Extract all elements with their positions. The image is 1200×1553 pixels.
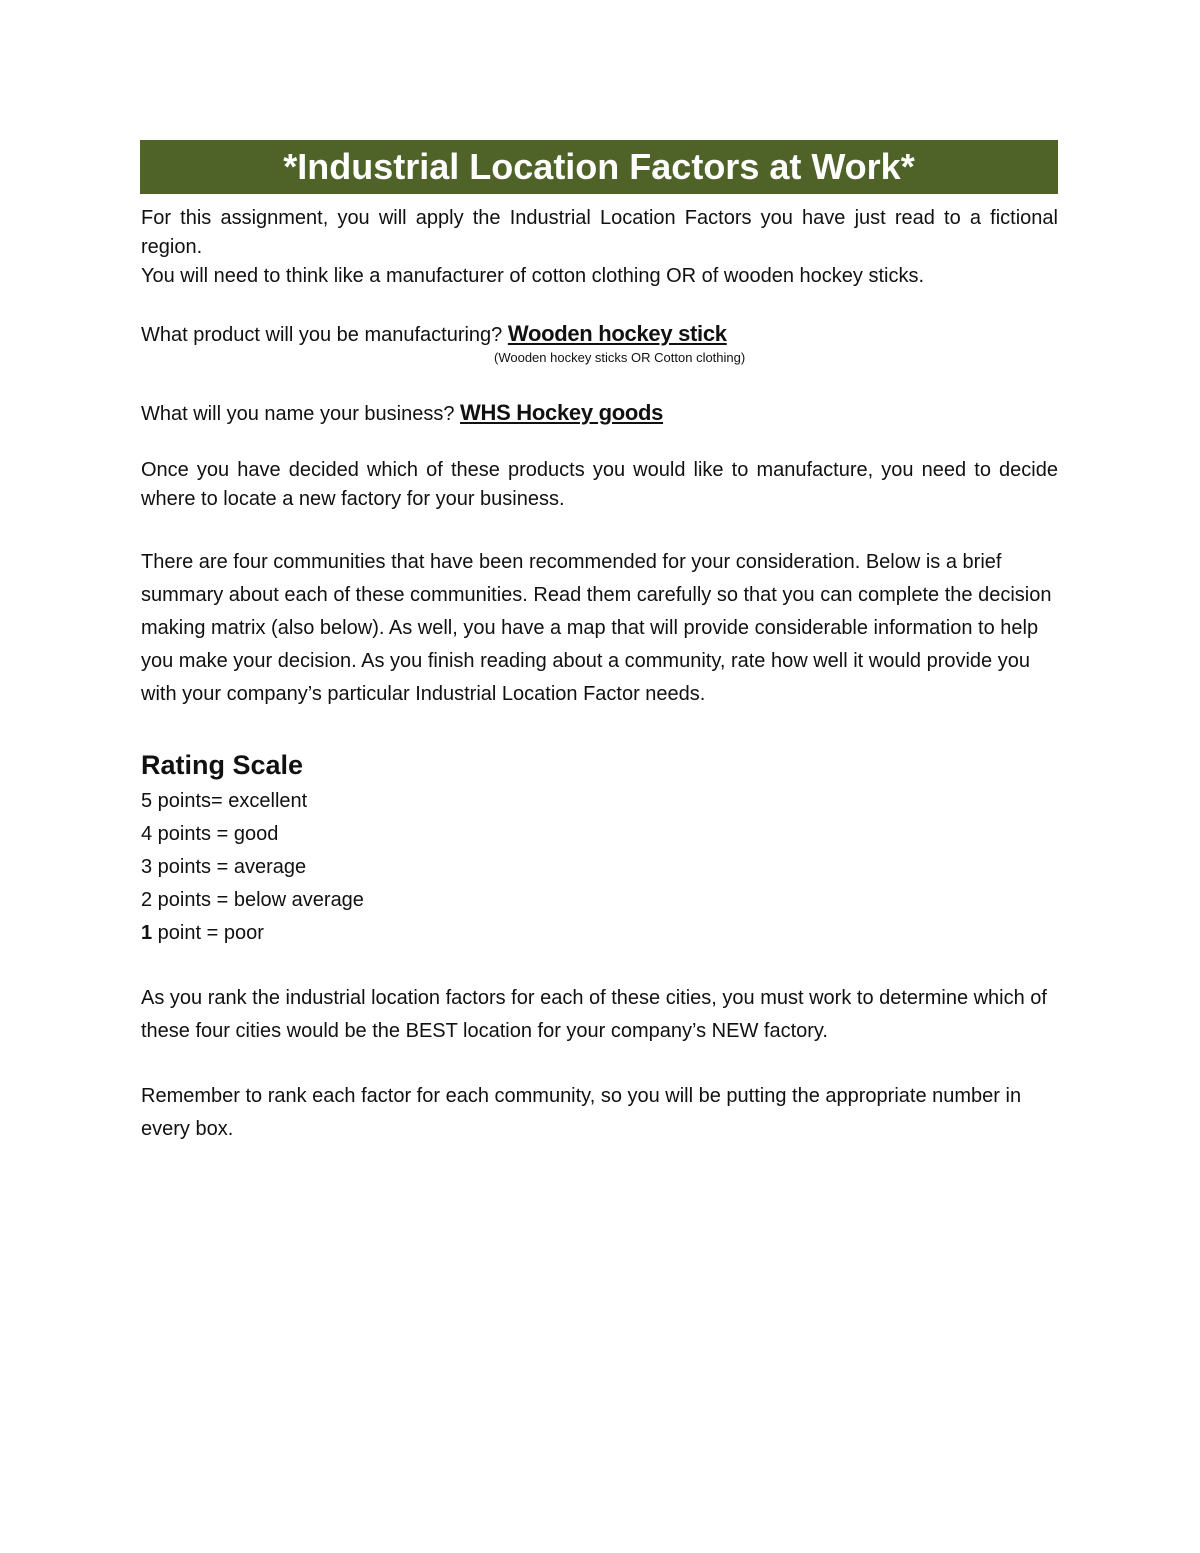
decide-paragraph: Once you have decided which of these products you would like to manufacture, you need to decide where to locate a new factory for your business.: [141, 459, 1058, 510]
name-question-label: What will you name your business?: [141, 403, 455, 425]
rating-scale-item: 2 points = below average: [141, 889, 364, 911]
rating-scale-item: 4 points = good: [141, 823, 279, 845]
intro-paragraph: For this assignment, you will apply the Industrial Location Factors you have just read to a fictional region.: [141, 207, 1058, 258]
rating-scale-item: 1 point = poor: [141, 922, 264, 944]
rating-scale-heading: Rating Scale: [141, 750, 304, 780]
communities-paragraph: There are four communities that have been recommended for your consideration. Below is a brief summary about each of these communities. Read them carefully so that you can complete the decision making matrix (also below). As well, you have a map that will provide considerable information to help you make your decision. As you finish reading about a community, rate how well it would provide you with your company’s particular Industrial Location Factor needs.: [141, 551, 1052, 705]
rank-paragraph: As you rank the industrial location factors for each of these cities, you must work to determine which of these four cities would be the BEST location for your company’s NEW factory.: [141, 987, 1047, 1042]
name-question: [141, 398, 1058, 429]
name-answer: WHS Hockey goods: [460, 400, 664, 425]
intro-line-2: You will need to think like a manufacturer of cotton clothing OR of wooden hockey sticks.: [141, 265, 925, 287]
product-question-label: What product will you be manufacturing?: [141, 324, 503, 346]
rating-scale-item: 5 points= excellent: [141, 790, 308, 812]
page-title: *Industrial Location Factors at Work*: [283, 146, 915, 187]
rating-scale-list: [141, 785, 1058, 950]
title-banner: [140, 140, 1058, 194]
product-hint: (Wooden hockey sticks OR Cotton clothing): [494, 350, 746, 365]
rating-scale-item: 3 points = average: [141, 856, 307, 878]
product-answer: Wooden hockey stick: [507, 321, 727, 346]
product-question: [141, 319, 1058, 350]
document-page: [141, 140, 1058, 1146]
remember-paragraph: Remember to rank each factor for each community, so you will be putting the appropriate number in every box.: [141, 1085, 1022, 1140]
